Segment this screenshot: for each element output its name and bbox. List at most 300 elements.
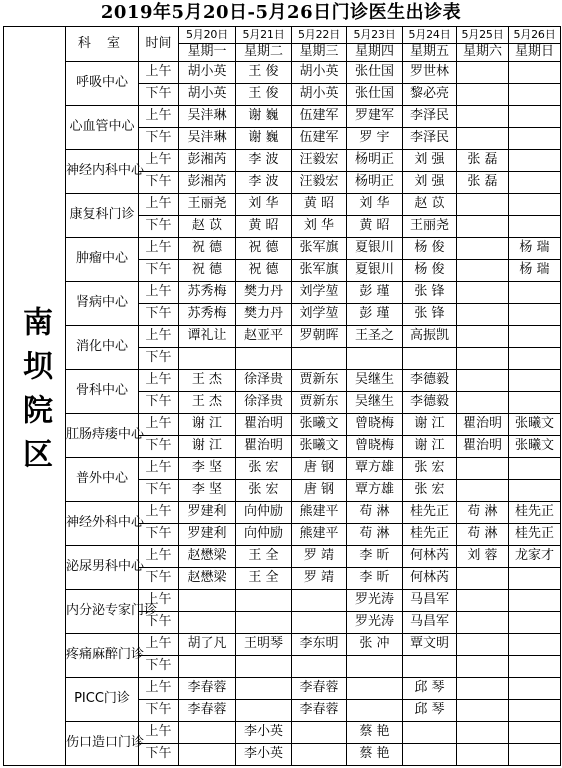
doctor-cell [347, 678, 403, 700]
department-name [66, 502, 145, 546]
doctor-cell: 李德毅 [403, 370, 457, 392]
period-cell: 下午 [139, 436, 179, 458]
doctor-cell [509, 678, 561, 700]
doctor-cell: 王明琴 [236, 634, 292, 656]
doctor-cell: 夏银川 [347, 260, 403, 282]
doctor-cell [509, 392, 561, 414]
doctor-cell [457, 480, 509, 502]
table-row [4, 546, 561, 568]
doctor-cell: 蔡 艳 [347, 722, 403, 744]
doctor-cell: 罗世林 [403, 62, 457, 84]
doctor-cell [457, 326, 509, 348]
doctor-cell [509, 106, 561, 128]
doctor-cell [236, 656, 292, 678]
doctor-cell [509, 304, 561, 326]
doctor-cell: 杨 俊 [403, 260, 457, 282]
doctor-cell [179, 590, 236, 612]
doctor-cell: 刘学堃 [292, 282, 347, 304]
doctor-cell: 李小英 [236, 744, 292, 766]
doctor-cell: 谢 江 [179, 414, 236, 436]
doctor-cell: 胡小英 [179, 84, 236, 106]
doctor-cell: 苏秀梅 [179, 282, 236, 304]
doctor-cell: 蔡 艳 [347, 744, 403, 766]
doctor-cell: 李春蓉 [292, 700, 347, 722]
doctor-cell [509, 172, 561, 194]
doctor-cell [292, 744, 347, 766]
department-name [66, 238, 139, 282]
doctor-cell: 胡小英 [179, 62, 236, 84]
department-label: 呼吸中心 [75, 75, 128, 91]
doctor-cell: 樊力丹 [236, 304, 292, 326]
doctor-cell [457, 194, 509, 216]
period-cell: 下午 [139, 700, 179, 722]
period-cell: 下午 [139, 348, 179, 370]
period-cell: 上午 [139, 722, 179, 744]
doctor-cell: 李德毅 [403, 392, 457, 414]
date-header: 5月24日 [403, 27, 457, 44]
doctor-cell: 邱 琴 [403, 700, 457, 722]
doctor-cell: 苏秀梅 [179, 304, 236, 326]
doctor-cell: 高振凯 [403, 326, 457, 348]
department-label: 神经外科中心 [66, 515, 145, 531]
table-row [4, 326, 561, 348]
department-label: 肾病中心 [75, 295, 128, 311]
doctor-cell: 熊建平 [292, 502, 347, 524]
doctor-cell: 罗光涛 [347, 612, 403, 634]
doctor-cell [347, 348, 403, 370]
department-name [66, 634, 145, 678]
doctor-cell [457, 590, 509, 612]
doctor-cell: 唐 钢 [292, 458, 347, 480]
doctor-cell [509, 480, 561, 502]
doctor-cell: 王 杰 [179, 370, 236, 392]
doctor-cell: 谢 江 [403, 414, 457, 436]
period-cell: 下午 [139, 304, 179, 326]
doctor-cell: 龙家才 [509, 546, 561, 568]
doctor-cell: 张曦文 [292, 436, 347, 458]
doctor-cell: 瞿治明 [457, 436, 509, 458]
doctor-cell: 李春蓉 [292, 678, 347, 700]
date-header: 5月26日 [509, 27, 561, 44]
doctor-cell: 覃方雄 [347, 458, 403, 480]
doctor-cell [179, 744, 236, 766]
doctor-cell: 黄 昭 [347, 216, 403, 238]
time-header: 时间 [139, 27, 179, 62]
department-name [66, 106, 139, 150]
doctor-cell: 罗建军 [347, 106, 403, 128]
doctor-cell: 刘 强 [403, 150, 457, 172]
doctor-cell [457, 568, 509, 590]
doctor-cell [457, 722, 509, 744]
doctor-cell: 赵懋梁 [179, 546, 236, 568]
doctor-cell: 李 昕 [347, 568, 403, 590]
doctor-cell: 杨 瑞 [509, 238, 561, 260]
date-header: 5月23日 [347, 27, 403, 44]
table-row [4, 590, 561, 612]
doctor-cell: 张 磊 [457, 172, 509, 194]
weekday-header: 星期二 [236, 44, 292, 62]
doctor-cell [457, 612, 509, 634]
doctor-cell [509, 326, 561, 348]
doctor-cell [509, 700, 561, 722]
department-name [66, 722, 145, 766]
doctor-cell: 赵 苡 [403, 194, 457, 216]
doctor-cell: 张仕国 [347, 84, 403, 106]
doctor-cell: 瞿治明 [457, 414, 509, 436]
doctor-cell [457, 106, 509, 128]
doctor-cell [509, 216, 561, 238]
doctor-cell: 张 磊 [457, 150, 509, 172]
table-row [4, 62, 561, 84]
doctor-cell [509, 634, 561, 656]
department-name [66, 414, 145, 458]
doctor-cell [509, 370, 561, 392]
doctor-cell: 王 全 [236, 546, 292, 568]
doctor-cell: 谢 江 [179, 436, 236, 458]
department-name [66, 370, 139, 414]
doctor-cell: 何林芮 [403, 568, 457, 590]
doctor-cell [457, 678, 509, 700]
department-label: 泌尿男科中心 [66, 559, 145, 575]
doctor-cell: 苟 淋 [457, 502, 509, 524]
period-cell: 上午 [139, 546, 179, 568]
doctor-cell: 徐泽贵 [236, 370, 292, 392]
doctor-cell: 祝 德 [236, 260, 292, 282]
table-row [4, 678, 561, 700]
doctor-cell [403, 722, 457, 744]
date-header: 5月20日 [179, 27, 236, 44]
doctor-cell: 向仲励 [236, 524, 292, 546]
doctor-cell [457, 62, 509, 84]
doctor-cell: 李 坚 [179, 480, 236, 502]
department-label: 肿瘤中心 [75, 251, 128, 267]
period-cell: 上午 [139, 634, 179, 656]
doctor-cell: 杨明正 [347, 172, 403, 194]
period-cell: 下午 [139, 260, 179, 282]
doctor-cell [457, 700, 509, 722]
doctor-cell: 苟 淋 [347, 502, 403, 524]
doctor-cell: 苟 淋 [347, 524, 403, 546]
doctor-cell [403, 348, 457, 370]
department-label: 伤口造口门诊 [66, 735, 145, 751]
doctor-cell: 桂先正 [403, 502, 457, 524]
doctor-cell: 王 全 [236, 568, 292, 590]
doctor-cell: 覃文明 [403, 634, 457, 656]
doctor-cell: 邱 琴 [403, 678, 457, 700]
doctor-cell: 祝 德 [179, 238, 236, 260]
doctor-cell: 王 俊 [236, 62, 292, 84]
doctor-cell: 彭湘芮 [179, 172, 236, 194]
doctor-cell [457, 216, 509, 238]
doctor-cell: 李 坚 [179, 458, 236, 480]
table-row [4, 634, 561, 656]
doctor-cell: 桂先正 [509, 524, 561, 546]
period-cell: 上午 [139, 194, 179, 216]
period-cell: 上午 [139, 150, 179, 172]
doctor-cell [457, 348, 509, 370]
doctor-cell: 李泽民 [403, 106, 457, 128]
doctor-cell: 张 宏 [236, 480, 292, 502]
doctor-cell [292, 590, 347, 612]
doctor-cell [509, 590, 561, 612]
period-cell: 下午 [139, 392, 179, 414]
date-header: 5月25日 [457, 27, 509, 44]
doctor-cell: 赵 苡 [179, 216, 236, 238]
table-row [4, 414, 561, 436]
doctor-cell: 张 冲 [347, 634, 403, 656]
period-cell: 下午 [139, 128, 179, 150]
doctor-cell [292, 348, 347, 370]
period-cell: 上午 [139, 282, 179, 304]
doctor-cell [457, 370, 509, 392]
doctor-cell [509, 656, 561, 678]
period-cell: 上午 [139, 62, 179, 84]
doctor-cell [509, 62, 561, 84]
doctor-cell: 罗光涛 [347, 590, 403, 612]
doctor-cell: 李泽民 [403, 128, 457, 150]
doctor-cell: 向仲励 [236, 502, 292, 524]
schedule-table [3, 26, 561, 766]
page-title: 2019年5月20日-5月26日门诊医生出诊表 [100, 2, 462, 23]
doctor-cell: 杨 瑞 [509, 260, 561, 282]
doctor-cell: 曾晓梅 [347, 414, 403, 436]
department-name [66, 326, 139, 370]
doctor-cell: 刘 强 [403, 172, 457, 194]
doctor-cell [292, 722, 347, 744]
department-label: 疼痛麻醉门诊 [66, 647, 145, 663]
table-row [4, 458, 561, 480]
department-name [66, 546, 145, 590]
department-label: 消化中心 [75, 339, 128, 355]
doctor-cell: 李春蓉 [179, 678, 236, 700]
weekday-header: 星期四 [347, 44, 403, 62]
doctor-cell: 张 锋 [403, 304, 457, 326]
doctor-cell: 熊建平 [292, 524, 347, 546]
doctor-cell [403, 744, 457, 766]
doctor-cell: 祝 德 [236, 238, 292, 260]
doctor-cell [457, 304, 509, 326]
doctor-cell: 伍建军 [292, 106, 347, 128]
doctor-cell [236, 590, 292, 612]
department-name [66, 62, 139, 106]
doctor-cell: 谭礼让 [179, 326, 236, 348]
table-row [4, 194, 561, 216]
doctor-cell [236, 348, 292, 370]
doctor-cell [292, 612, 347, 634]
department-name [66, 150, 145, 194]
doctor-cell: 贾新东 [292, 370, 347, 392]
doctor-cell: 汪毅宏 [292, 172, 347, 194]
doctor-cell: 桂先正 [403, 524, 457, 546]
doctor-cell [236, 612, 292, 634]
doctor-cell: 谢 江 [403, 436, 457, 458]
doctor-cell: 曾晓梅 [347, 436, 403, 458]
doctor-cell [236, 700, 292, 722]
doctor-cell [509, 84, 561, 106]
doctor-cell [509, 282, 561, 304]
weekday-header: 星期三 [292, 44, 347, 62]
date-header: 5月21日 [236, 27, 292, 44]
doctor-cell: 吴沣琳 [179, 106, 236, 128]
doctor-cell: 张军旗 [292, 260, 347, 282]
period-cell: 下午 [139, 172, 179, 194]
doctor-cell [509, 744, 561, 766]
doctor-cell [347, 700, 403, 722]
doctor-cell: 杨明正 [347, 150, 403, 172]
doctor-cell: 何林芮 [403, 546, 457, 568]
doctor-cell: 张 宏 [403, 458, 457, 480]
table-row [4, 150, 561, 172]
doctor-cell: 王圣之 [347, 326, 403, 348]
doctor-cell: 汪毅宏 [292, 150, 347, 172]
doctor-cell [347, 656, 403, 678]
doctor-cell: 张曦文 [509, 436, 561, 458]
table-row [4, 106, 561, 128]
department-label: 骨科中心 [75, 383, 128, 399]
doctor-cell: 李 昕 [347, 546, 403, 568]
doctor-cell: 马昌军 [403, 612, 457, 634]
table-row [4, 282, 561, 304]
period-cell: 下午 [139, 612, 179, 634]
doctor-cell [509, 348, 561, 370]
table-row [4, 238, 561, 260]
doctor-cell [457, 128, 509, 150]
period-cell: 上午 [139, 678, 179, 700]
period-cell: 上午 [139, 326, 179, 348]
doctor-cell: 张军旗 [292, 238, 347, 260]
doctor-cell [457, 392, 509, 414]
doctor-cell [509, 150, 561, 172]
doctor-cell: 彭 瑾 [347, 282, 403, 304]
doctor-cell: 李春蓉 [179, 700, 236, 722]
doctor-cell: 赵亚平 [236, 326, 292, 348]
department-label: 神经内科中心 [66, 163, 145, 179]
table-row [4, 722, 561, 744]
doctor-cell: 瞿治明 [236, 436, 292, 458]
doctor-cell: 彭 瑾 [347, 304, 403, 326]
doctor-cell: 张 宏 [236, 458, 292, 480]
doctor-cell: 刘 华 [236, 194, 292, 216]
doctor-cell: 赵懋梁 [179, 568, 236, 590]
doctor-cell [179, 612, 236, 634]
doctor-cell: 樊力丹 [236, 282, 292, 304]
doctor-cell: 刘学堃 [292, 304, 347, 326]
doctor-cell: 王 杰 [179, 392, 236, 414]
doctor-cell: 黎必亮 [403, 84, 457, 106]
doctor-cell: 刘 华 [292, 216, 347, 238]
doctor-cell: 刘 蓉 [457, 546, 509, 568]
doctor-cell: 彭湘芮 [179, 150, 236, 172]
weekday-header: 星期一 [179, 44, 236, 62]
period-cell: 下午 [139, 568, 179, 590]
doctor-cell: 桂先正 [509, 502, 561, 524]
doctor-cell: 李 波 [236, 172, 292, 194]
doctor-cell: 胡小英 [292, 62, 347, 84]
area-cell [4, 27, 66, 766]
doctor-cell [509, 722, 561, 744]
doctor-cell: 李小英 [236, 722, 292, 744]
doctor-cell: 张 宏 [403, 480, 457, 502]
period-cell: 上午 [139, 238, 179, 260]
doctor-cell [457, 84, 509, 106]
doctor-cell: 罗建利 [179, 524, 236, 546]
doctor-cell [236, 678, 292, 700]
doctor-cell: 覃方雄 [347, 480, 403, 502]
period-cell: 上午 [139, 106, 179, 128]
doctor-cell [179, 656, 236, 678]
department-name [66, 282, 139, 326]
doctor-cell: 罗 靖 [292, 568, 347, 590]
doctor-cell: 刘 华 [347, 194, 403, 216]
doctor-cell: 吴继生 [347, 392, 403, 414]
department-name [66, 590, 158, 634]
doctor-cell: 王丽尧 [179, 194, 236, 216]
doctor-cell [179, 722, 236, 744]
doctor-cell [457, 634, 509, 656]
doctor-cell: 吴沣琳 [179, 128, 236, 150]
doctor-cell: 祝 德 [179, 260, 236, 282]
doctor-cell: 王丽尧 [403, 216, 457, 238]
department-label: 普外中心 [75, 471, 128, 487]
department-label: 内分泌专家门诊 [66, 603, 158, 619]
doctor-cell: 罗建利 [179, 502, 236, 524]
period-cell: 上午 [139, 458, 179, 480]
doctor-cell [179, 348, 236, 370]
department-name [66, 194, 139, 238]
period-cell: 下午 [139, 744, 179, 766]
doctor-cell: 罗朝晖 [292, 326, 347, 348]
doctor-cell: 张曦文 [292, 414, 347, 436]
area-label: 南坝院区 [17, 305, 52, 482]
doctor-cell [457, 744, 509, 766]
doctor-cell: 张曦文 [509, 414, 561, 436]
doctor-cell [509, 612, 561, 634]
doctor-cell: 杨 俊 [403, 238, 457, 260]
period-cell: 下午 [139, 216, 179, 238]
doctor-cell [457, 458, 509, 480]
period-cell: 上午 [139, 590, 179, 612]
weekday-header: 星期六 [457, 44, 509, 62]
doctor-cell: 贾新东 [292, 392, 347, 414]
doctor-cell [403, 656, 457, 678]
doctor-cell [509, 458, 561, 480]
period-cell: 上午 [139, 414, 179, 436]
doctor-cell [457, 656, 509, 678]
period-cell: 上午 [139, 502, 179, 524]
period-cell: 上午 [139, 370, 179, 392]
doctor-cell: 夏银川 [347, 238, 403, 260]
doctor-cell: 黄 昭 [292, 194, 347, 216]
doctor-cell: 伍建军 [292, 128, 347, 150]
weekday-header: 星期五 [403, 44, 457, 62]
doctor-cell: 黄 昭 [236, 216, 292, 238]
department-label: PICC门诊 [74, 691, 130, 707]
doctor-cell: 马昌军 [403, 590, 457, 612]
department-label: 心血管中心 [69, 119, 135, 135]
doctor-cell: 徐泽贵 [236, 392, 292, 414]
doctor-cell: 张 锋 [403, 282, 457, 304]
department-name [66, 678, 139, 722]
doctor-cell: 李 波 [236, 150, 292, 172]
doctor-cell: 谢 巍 [236, 106, 292, 128]
department-label: 肛肠痔瘘中心 [66, 427, 145, 443]
doctor-cell: 罗 靖 [292, 546, 347, 568]
period-cell: 下午 [139, 656, 179, 678]
doctor-cell: 王 俊 [236, 84, 292, 106]
department-label: 康复科门诊 [69, 207, 135, 223]
doctor-cell [457, 260, 509, 282]
department-name [66, 458, 139, 502]
